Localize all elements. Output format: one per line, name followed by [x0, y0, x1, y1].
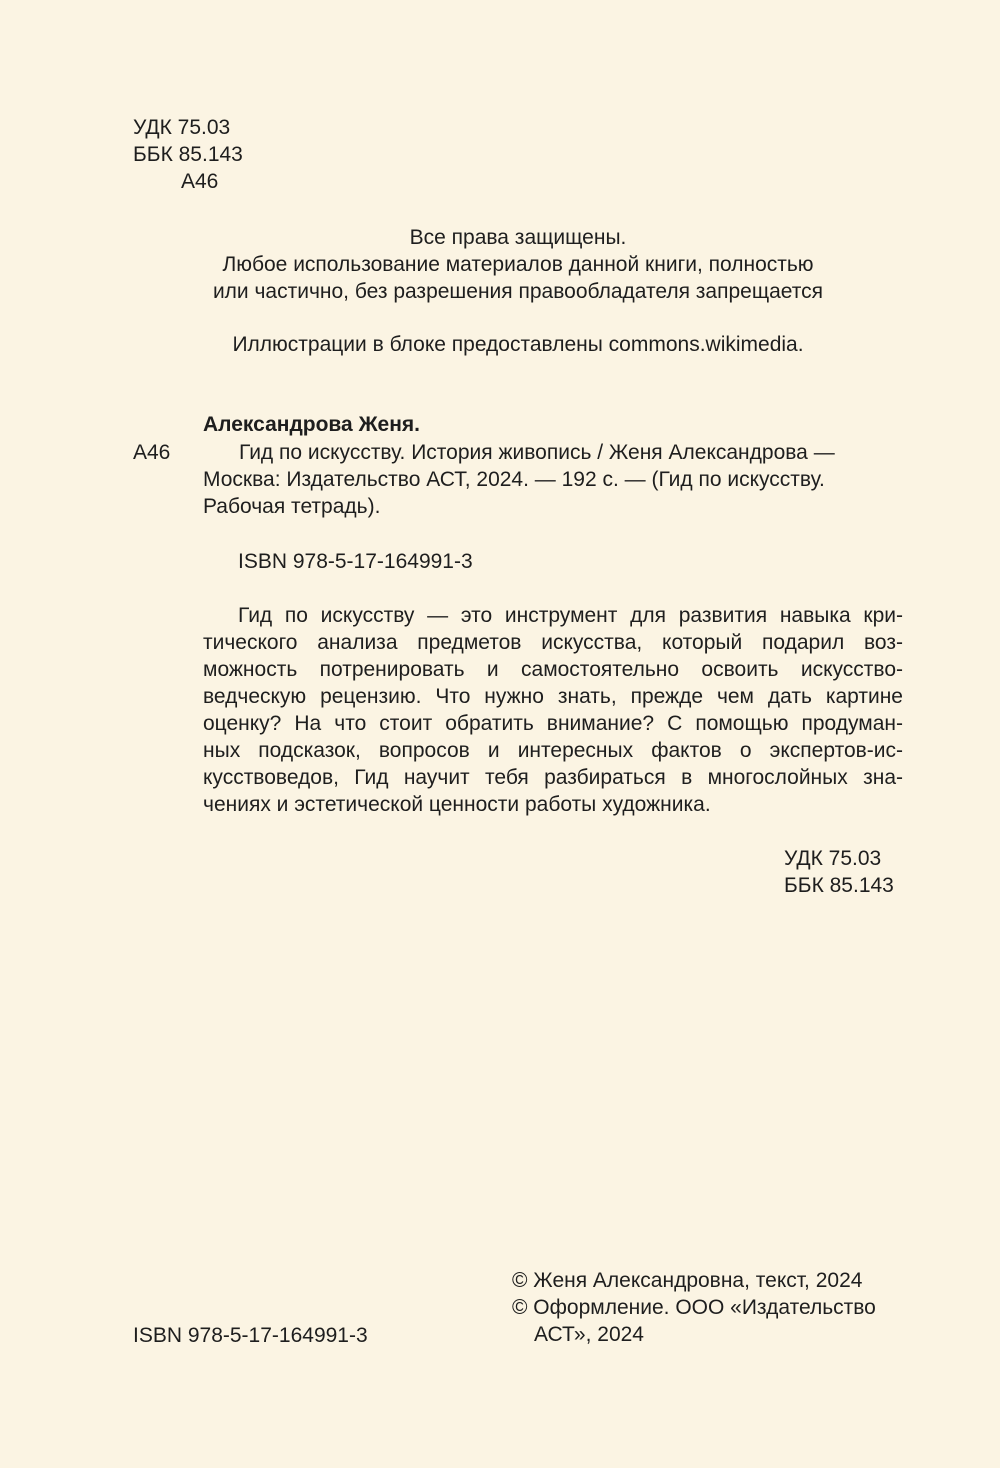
udk-code: УДК 75.03 [784, 847, 882, 870]
copyright-block [512, 1267, 876, 1348]
annotation-line: кусствоведов, Гид научит тебя разбираться в многослойных зна- [203, 766, 903, 789]
annotation-line: тического анализа предметов искусства, который подарил воз- [203, 631, 903, 654]
biblio-line: Гид по искусству. История живопись / Женя Александрова — [239, 441, 835, 464]
annotation-line: чениях и эстетической ценности работы художника. [203, 793, 711, 816]
annotation-line: Гид по искусству — это инструмент для развития навыка кри- [238, 604, 903, 627]
annotation-line: ведческую рецензию. Что нужно знать, прежде чем дать картине [203, 685, 903, 708]
copyright-design-line: © Оформление. ООО «Издательство [512, 1296, 876, 1319]
biblio-line: Рабочая тетрадь). [203, 495, 381, 518]
annotation-line: ных подсказок, вопросов и интересных фактов о экспертов-ис- [203, 739, 903, 762]
rights-line: или частично, без разрешения правообладателя запрещается [212, 280, 824, 303]
bbk-code: ББК 85.143 [133, 143, 243, 166]
bibliographic-cutter: А46 [133, 441, 171, 464]
copyright-text-line: © Женя Александровна, текст, 2024 [512, 1269, 863, 1292]
isbn-footer: ISBN 978-5-17-164991-3 [133, 1324, 368, 1347]
bbk-code: ББК 85.143 [784, 874, 894, 897]
classification-codes-top [133, 114, 243, 195]
udk-code: УДК 75.03 [133, 116, 231, 139]
classification-codes-right [784, 845, 894, 899]
rights-line: Все права защищены. [409, 226, 627, 249]
author-heading: Александрова Женя. [203, 413, 421, 436]
annotation [203, 602, 903, 818]
annotation-line: оценку? На что стоит обратить внимание? С помощью продуман- [203, 712, 903, 735]
copyright-design-line: АСТ», 2024 [534, 1323, 644, 1346]
illustrations-note: Иллюстрации в блоке предоставлены commons.wikimedia. [232, 333, 804, 356]
bibliographic-description [203, 439, 903, 520]
cutter-code: А46 [181, 170, 219, 193]
annotation-line: можность потренировать и самостоятельно освоить искусство- [203, 658, 903, 681]
rights-notice [0, 224, 1000, 305]
rights-line: Любое использование материалов данной книги, полностью [222, 253, 814, 276]
biblio-line: Москва: Издательство АСТ, 2024. — 192 с. — (Гид по искусству. [203, 468, 825, 491]
isbn-bibliographic: ISBN 978-5-17-164991-3 [238, 550, 473, 573]
